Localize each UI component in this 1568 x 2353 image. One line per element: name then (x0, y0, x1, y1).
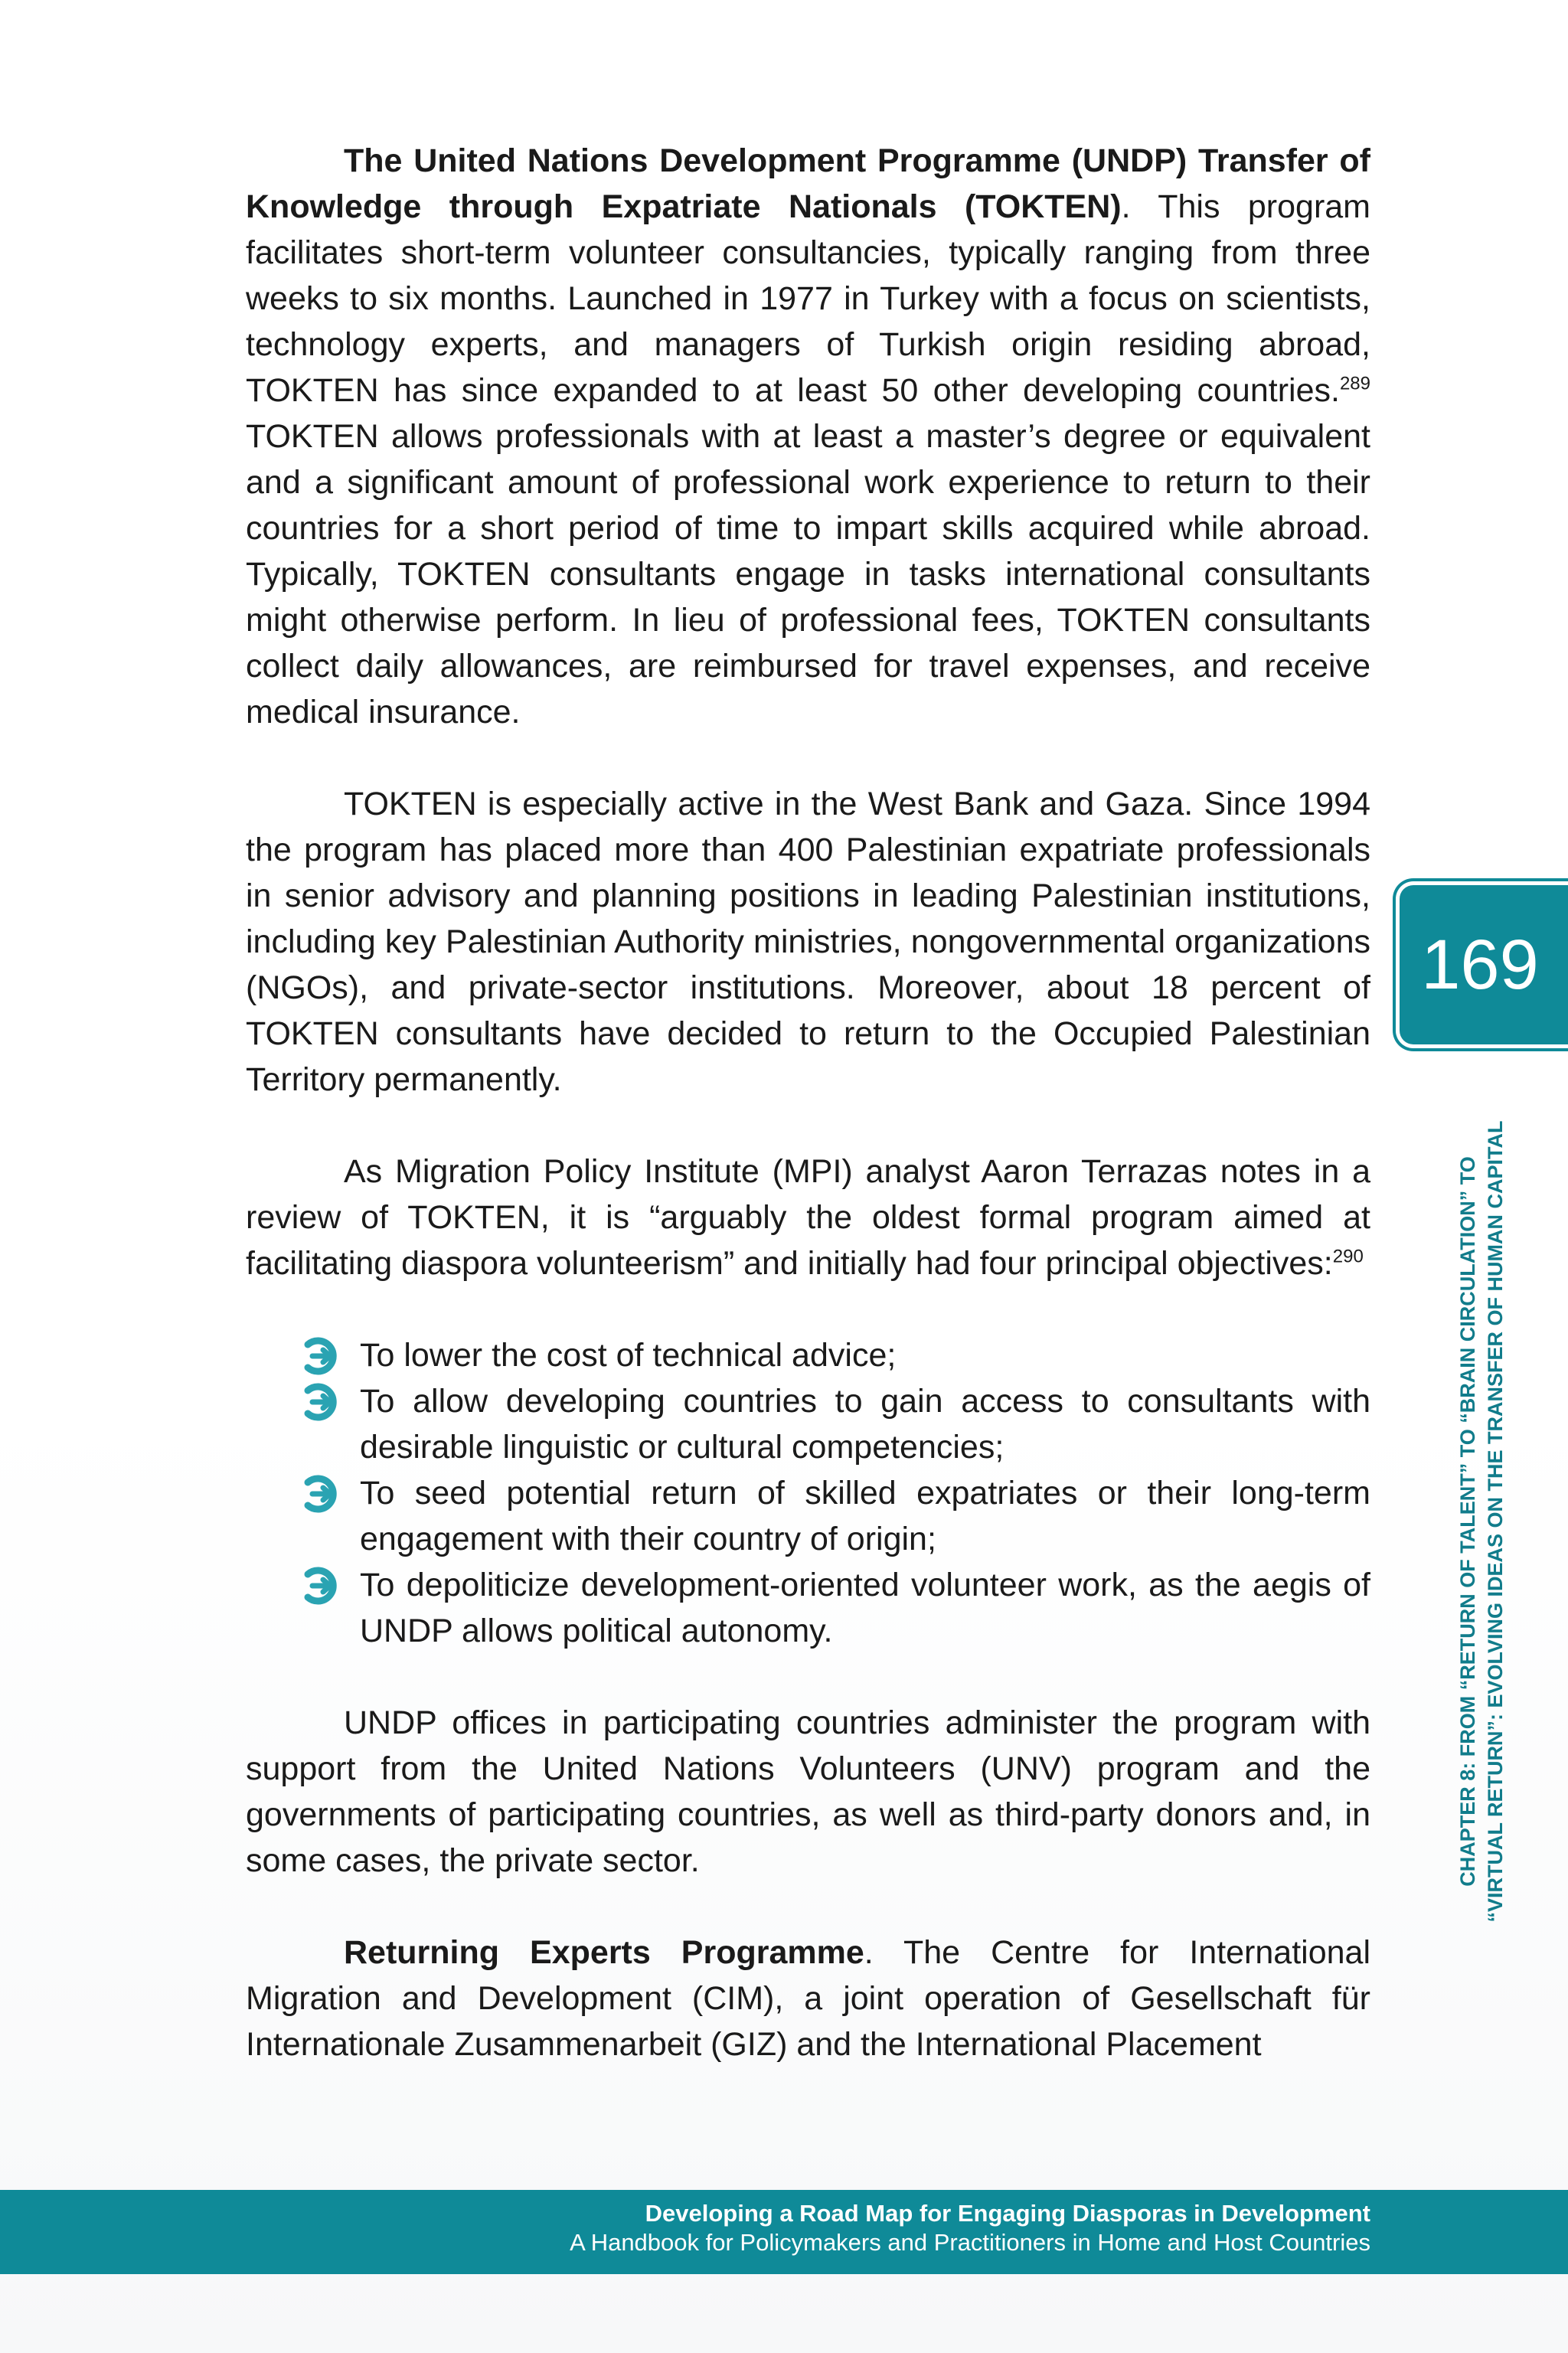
list-item (360, 1562, 1370, 1654)
tokten-text-b: TOKTEN allows professionals with at least a master’s degree or equivalent and a significant amount of professional work experience to return to their countries for a short period of time to impart skills acquired while abroad. Typically, TOKTEN consultants engage in tasks international consultants might otherwise perform. In lieu of professional fees, TOKTEN consultants collect daily allowances, are reimbursed for travel expenses, and receive medical insurance. (246, 418, 1370, 730)
objective-text: To seed potential return of skilled expatriates or their long-term engagement with their country of origin; (360, 1475, 1370, 1557)
mpi-text: As Migration Policy Institute (MPI) analyst Aaron Terrazas notes in a review of TOKTEN, it is “arguably the oldest formal program aimed at facilitating diaspora volunteerism” and initially had four principal objectives: (246, 1153, 1370, 1282)
footer-subtitle: A Handbook for Policymakers and Practitioners in Home and Host Countries (570, 2229, 1370, 2256)
footer-title: Developing a Road Map for Engaging Diasporas in Development (645, 2200, 1370, 2227)
tokten-text-a: . This program facilitates short-term volunteer consultancies, typically ranging from three weeks to six months. Launched in 1977 in Turkey with a focus on scientists, technology experts, and managers of Turkish origin residing abroad, TOKTEN has since expanded to at least 50 other developing countries. (246, 188, 1370, 409)
paragraph-undp-offices: UNDP offices in participating countries administer the program with support from the United Nations Volunteers (UNV) program and the governments of participating countries, as well as third-party donors and, in some cases, the private sector. (246, 1704, 1370, 1879)
objective-text: To allow developing countries to gain access to consultants with desirable linguistic or cultural competencies; (360, 1383, 1370, 1466)
chapter-title-rotated (1454, 1076, 1509, 1968)
arrow-circle-icon (302, 1567, 340, 1605)
list-item (360, 1332, 1370, 1378)
arrow-circle-icon (302, 1475, 340, 1513)
paragraph-west-bank: TOKTEN is especially active in the West Bank and Gaza. Since 1994 the program has placed more than 400 Palestinian expatriate professionals in senior advisory and planning positions in leading Palestinian institutions, including key Palestinian Authority ministries, nongovernmental organizations (NGOs), and private-sector institutions. Moreover, about 18 percent of TOKTEN consultants have decided to return to the Occupied Palestinian Territory permanently. (246, 786, 1370, 1098)
paragraph-tokten-intro (246, 138, 1370, 735)
objective-text: To lower the cost of technical advice; (360, 1337, 897, 1374)
returning-heading: Returning Experts Programme (344, 1934, 864, 1971)
page-number: 169 (1421, 925, 1539, 1004)
paragraph-mpi (246, 1149, 1370, 1286)
tokten-heading: The United Nations Development Programme (UNDP) Transfer of Knowledge through Expatriate Nationals (TOKTEN) (246, 142, 1370, 225)
footnote-289[interactable]: 289 (1339, 373, 1370, 394)
returning-text: . The Centre for International Migration and Development (CIM), a joint operation of Gesellschaft für Internationale Zusammenarbeit (GIZ) and the International Placement (246, 1934, 1370, 2063)
paragraph-returning-experts (246, 1930, 1370, 2067)
body-text (246, 138, 1370, 2067)
objective-text: To depoliticize development-oriented volunteer work, as the aegis of UNDP allows political autonomy. (360, 1567, 1370, 1649)
list-item (360, 1470, 1370, 1562)
arrow-circle-icon (302, 1337, 340, 1375)
chapter-title-vertical (1439, 1076, 1524, 1968)
chapter-line-2: “VIRTUAL RETURN”: EVOLVING IDEAS ON THE TRANSFER OF HUMAN CAPITAL (1484, 1120, 1507, 1923)
objectives-list (246, 1332, 1370, 1654)
chapter-line-1: CHAPTER 8: FROM “RETURN OF TALENT” TO “BRAIN CIRCULATION” TO (1456, 1156, 1479, 1887)
list-item (360, 1378, 1370, 1470)
footnote-290[interactable]: 290 (1332, 1246, 1364, 1267)
arrow-circle-icon (302, 1383, 340, 1421)
